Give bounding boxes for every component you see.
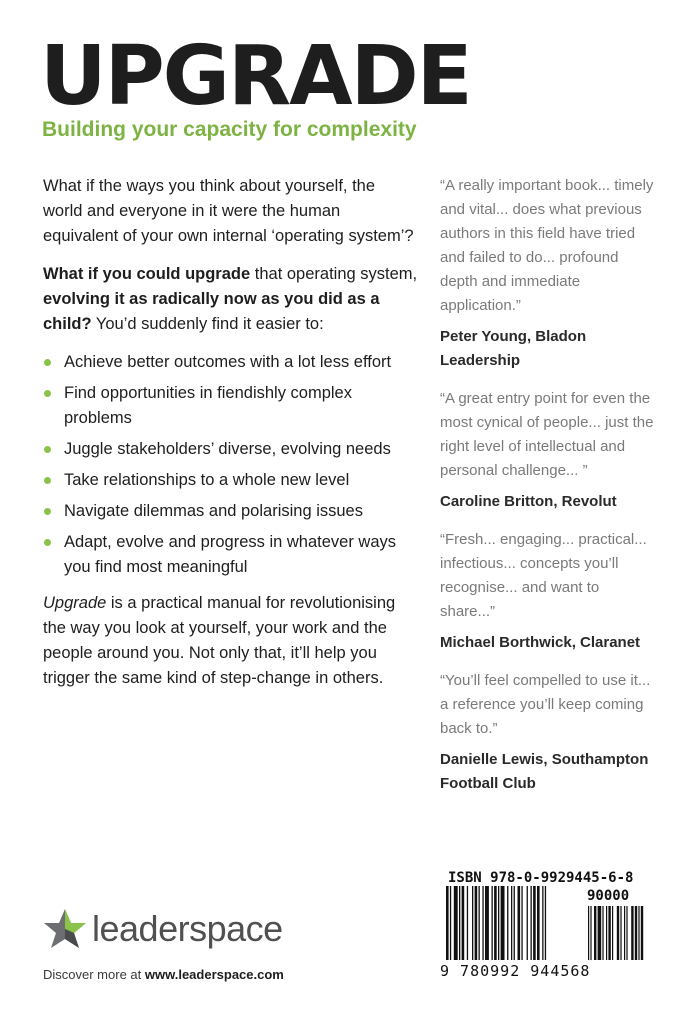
publisher-tagline xyxy=(43,967,284,982)
endorsement-author: Michael Borthwick, Claranet xyxy=(440,634,641,651)
endorsement-author: Peter Young, Bladon Leadership xyxy=(440,328,587,369)
endorsements xyxy=(440,174,655,810)
benefit-item: Adapt, evolve and progress in whatever ways you find most meaningful xyxy=(43,530,418,580)
endorsement xyxy=(440,669,655,796)
endorsement-author: Danielle Lewis, Southampton Football Club xyxy=(440,751,649,792)
discover-label: Discover more at xyxy=(43,967,145,982)
blurb-question-bold-2: evolving it as radically now as you did as a child? xyxy=(43,290,380,333)
blurb-closing-text: is a practical manual for revolutionising the way you look at yourself, your work and the people around you. Not only that, it’ll help you trigger the same kind of step-change in others. xyxy=(43,594,396,687)
blurb-question-text-1: that operating system, xyxy=(250,265,418,283)
endorsement-quote: “A really important book... timely and vital... does what previous authors in this field have tried and failed to do... profound depth and immediate application.” xyxy=(440,177,654,314)
book-title: UPGRADE xyxy=(40,29,471,124)
benefit-item: Take relationships to a whole new level xyxy=(43,468,418,493)
endorsement xyxy=(440,174,655,373)
blurb-question-bold-1: What if you could upgrade xyxy=(43,265,251,283)
blurb-closing-title: Upgrade xyxy=(43,594,107,612)
endorsement-quote: “Fresh... engaging... practical... infectious... concepts you’ll recognise... and want to share...” xyxy=(440,531,647,620)
benefit-item: Find opportunities in fiendishly complex problems xyxy=(43,381,418,431)
star-icon xyxy=(42,906,88,952)
endorsement xyxy=(440,528,655,655)
benefit-item: Navigate dilemmas and polarising issues xyxy=(43,499,418,524)
book-subtitle: Building your capacity for complexity xyxy=(42,118,417,141)
barcode-addon-digits: 90000 xyxy=(587,888,630,904)
endorsement-quote: “A great entry point for even the most cynical of people... just the right level of intellectual and personal challenge... ” xyxy=(440,390,654,479)
benefit-list xyxy=(43,350,418,580)
isbn-label: ISBN 978-0-9929445-6-8 xyxy=(448,870,634,886)
blurb-question xyxy=(43,262,418,337)
benefit-item: Achieve better outcomes with a lot less effort xyxy=(43,350,418,375)
benefit-item: Juggle stakeholders’ diverse, evolving needs xyxy=(43,437,418,462)
blurb-question-text-2: You’d suddenly find it easier to: xyxy=(91,315,324,333)
publisher-logo xyxy=(42,906,283,952)
barcode xyxy=(440,866,650,996)
blurb-closing xyxy=(43,591,418,691)
blurb-intro: What if the ways you think about yourself, the world and everyone in it were the human equivalent of your own internal ‘operating system’? xyxy=(43,177,414,245)
endorsement xyxy=(440,387,655,514)
endorsement-quote: “You’ll feel compelled to use it... a reference you’ll keep coming back to.” xyxy=(440,672,651,737)
publisher-name: leaderspace xyxy=(92,908,283,949)
endorsement-author: Caroline Britton, Revolut xyxy=(440,493,617,510)
blurb xyxy=(43,174,418,704)
barcode-ean-digits: 9 780992 944568 xyxy=(440,962,591,980)
publisher-website: www.leaderspace.com xyxy=(144,967,284,982)
